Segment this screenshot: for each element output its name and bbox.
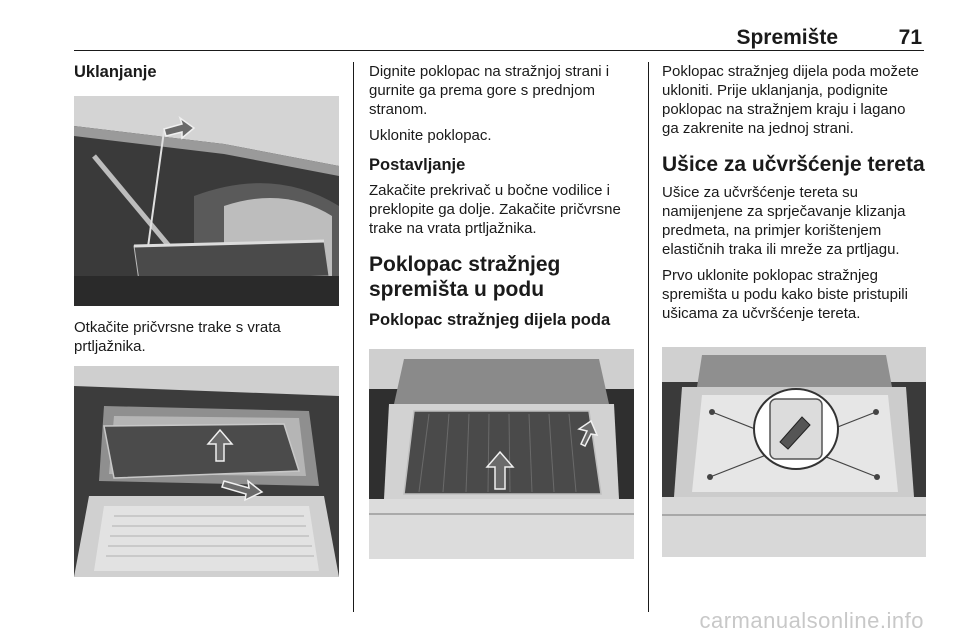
column-divider	[353, 62, 354, 612]
paragraph-remove-cover: Uklonite poklopac.	[369, 127, 492, 144]
heading-tie-down-eyes: Ušice za učvršćenje tereta	[662, 153, 925, 176]
illustration-cover-remove	[74, 366, 339, 577]
illustration-tie-down-eyes	[662, 347, 926, 557]
section-title: Spremište	[736, 26, 838, 49]
heading-floor-storage-line1: Poklopac stražnjeg	[369, 253, 561, 276]
caption-1	[74, 318, 340, 363]
heading-uklanjanje: Uklanjanje	[74, 63, 157, 81]
column-divider	[648, 62, 649, 612]
heading-postavljanje: Postavljanje	[369, 156, 466, 174]
illustration-floor-cover	[369, 349, 634, 559]
heading-floor-cover: Poklopac stražnjeg dijela poda	[369, 311, 611, 329]
column-1	[74, 62, 340, 88]
paragraph-floor-cover-remove: Poklopac stražnjeg dijela poda možete ukloniti. Prije uklanjanja, podignite poklopac na stražnjem kraju i lagano ga zakrenite na jednoj strani.	[662, 63, 919, 137]
illustration-cover-lift	[74, 96, 339, 306]
heading-floor-storage-line2: spremišta u podu	[369, 278, 545, 301]
paragraph-install: Zakačite prekrivač u bočne vodilice i preklopite ga dolje. Zakačite pričvrsne trake na vrata prtljažnika.	[369, 182, 621, 237]
paragraph-unhook-straps: Otkačite pričvrsne trake s vrata prtljažnika.	[74, 319, 281, 355]
paragraph-tie-down-purpose: Ušice za učvršćenje tereta su namijenjene za sprječavanje klizanja predmeta, na primjer korištenjem elastičnih traka ili mreže za prtljagu.	[662, 184, 906, 258]
page-header	[74, 22, 924, 51]
column-2	[369, 62, 634, 336]
page-number: 71	[898, 26, 922, 49]
paragraph-tie-down-access: Prvo uklonite poklopac stražnjeg spremišta u podu kako biste pristupili ušicama za učvršćenje tereta.	[662, 267, 908, 322]
paragraph-lift-cover: Dignite poklopac na stražnjoj strani i gurnite ga prema gore s prednjom stranom.	[369, 63, 610, 118]
column-3	[662, 62, 926, 330]
watermark: carmanualsonline.info	[699, 608, 924, 633]
